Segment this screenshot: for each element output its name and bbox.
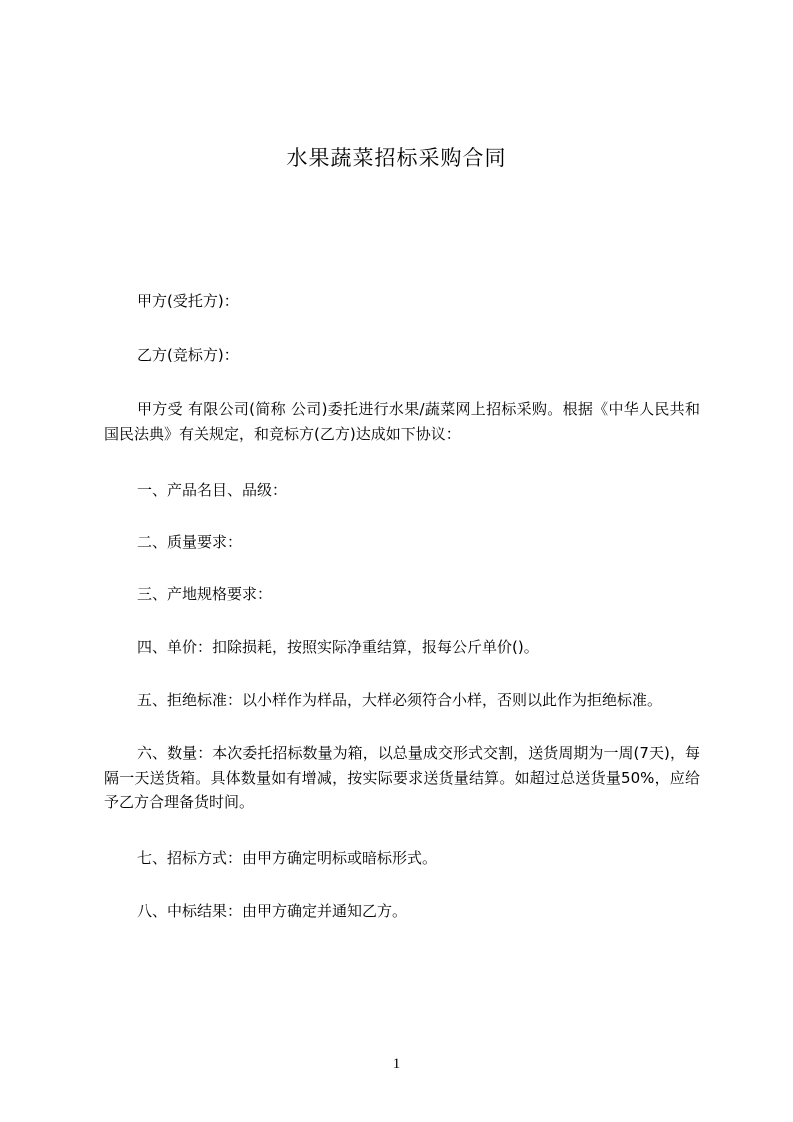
clause-8: 八、中标结果：由甲方确定并通知乙方。 bbox=[137, 902, 408, 920]
intro-paragraph: 甲方受 有限公司(简称 公司)委托进行水果/蔬菜网上招标采购。根据《中华人民共和国民法典》有关规定，和竞标方(乙方)达成如下协议： bbox=[104, 400, 700, 443]
clause-1: 一、产品名目、品级： bbox=[137, 481, 288, 499]
clause-2: 二、质量要求： bbox=[137, 533, 243, 551]
party-b-line: 乙方(竞标方)： bbox=[137, 346, 239, 364]
clause-4: 四、单价：扣除损耗，按照实际净重结算，报每公斤单价()。 bbox=[137, 638, 539, 656]
clause-6: 六、数量：本次委托招标数量为箱，以总量成交形式交割，送货周期为一周(7天)，每隔一天送货箱。具体数量如有增减，按实际要求送货量结算。如超过总送货量50%，应给予乙方合理备货时间。 bbox=[104, 744, 700, 811]
clause-3: 三、产地规格要求： bbox=[137, 585, 273, 603]
clause-7: 七、招标方式：由甲方确定明标或暗标形式。 bbox=[137, 849, 438, 867]
document-title: 水果蔬菜招标采购合同 bbox=[286, 146, 507, 170]
party-a-line: 甲方(受托方)： bbox=[137, 292, 239, 310]
clause-5: 五、拒绝标准：以小样作为样品，大样必须符合小样，否则以此作为拒绝标准。 bbox=[137, 691, 663, 709]
page-number: 1 bbox=[392, 1056, 401, 1072]
